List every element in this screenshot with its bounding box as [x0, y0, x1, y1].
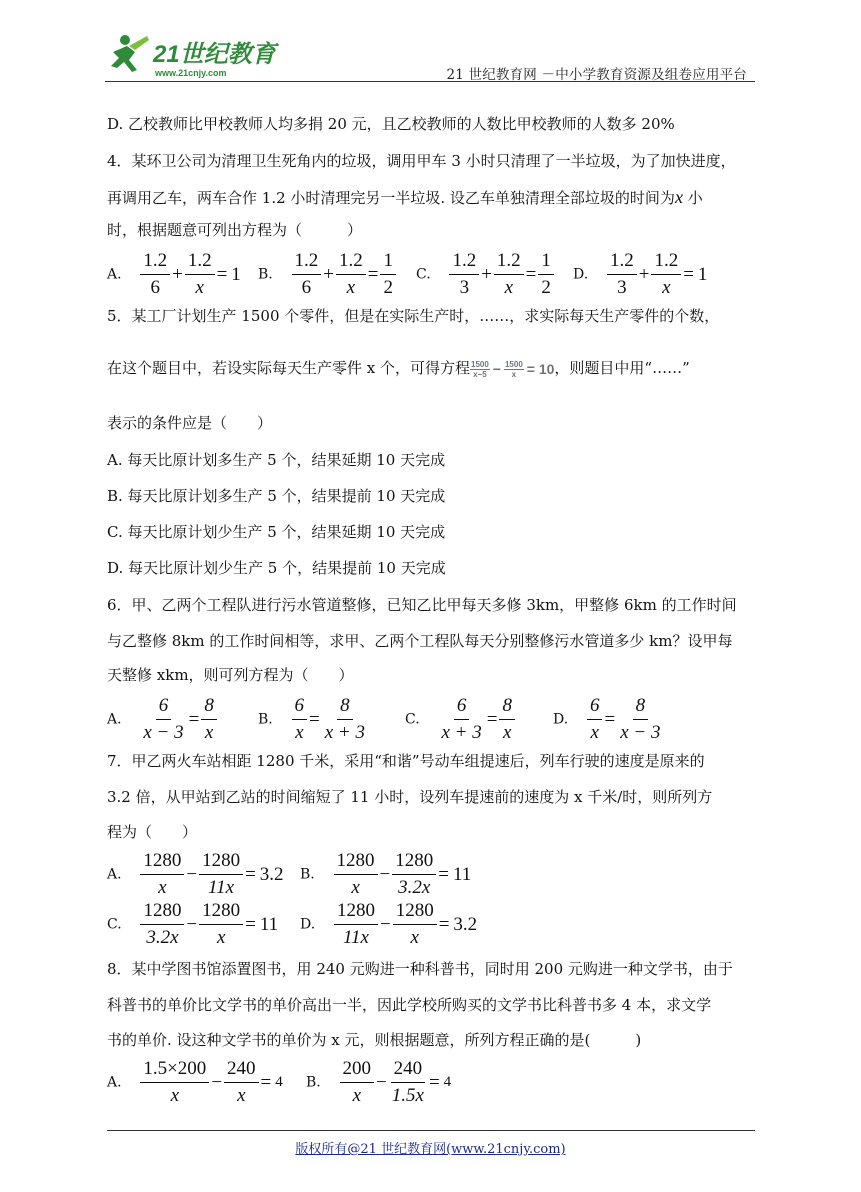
- logo-url: www.21cnjy.com: [155, 68, 227, 78]
- q6-option-b: B. $\frac{6}{x}$ = $\frac{8}{x + 3}$: [258, 695, 366, 743]
- q7-option-c: C. $\frac{1280}{3.2x}$ − $\frac{1280}{x}$ = 11: [107, 900, 279, 948]
- q8-line3: 书的单价. 设这种文学书的单价为 x 元，则根据题意，所列方程正确的是( ): [107, 1031, 642, 1049]
- q8-option-b: B. $\frac{200}{x}$ − $\frac{240}{1.5x}$ = 4: [306, 1058, 452, 1106]
- q6-option-a: A. $\frac{6}{x - 3}$ = $\frac{8}{x}$: [107, 695, 217, 744]
- q4-option-a: A. $\frac{1.2}{6}$ + $\frac{1.2}{x}$ = 1: [107, 250, 241, 298]
- q7-option-d: D. $\frac{1280}{11x}$ − $\frac{1280}{x}$ = 3.2: [300, 900, 478, 948]
- q7-line1: 7．甲乙两火车站相距 1280 千米，采用“和谐”号动车组提速后，列车行驶的速度是原来的: [107, 752, 705, 770]
- q4-line2: 再调用乙车，两车合作 1.2 小时清理完另一半垃圾. 设乙车单独清理全部垃圾的时间为x 小: [107, 187, 703, 207]
- q3-option-d: D. 乙校教师比甲校教师人均多捐 20 元，且乙校教师的人数比甲校教师的人数多 20%: [107, 115, 675, 133]
- q6-line2: 与乙整修 8km 的工作时间相等，求甲、乙两个工程队每天分别整修污水管道多少 km？设甲每: [107, 632, 733, 650]
- site-logo: [105, 30, 285, 82]
- logo-text: 21世纪教育: [153, 41, 276, 68]
- footer-copyright-link[interactable]: 版权所有@21 世纪教育网(www.21cnjy.com): [295, 1142, 566, 1157]
- q7-line3: 程为（ ）: [107, 823, 198, 841]
- q5-option-a: A. 每天比原计划多生产 5 个，结果延期 10 天完成: [107, 451, 446, 469]
- q4-line3: 时，根据题意可列出方程为（ ）: [107, 221, 363, 239]
- q8-line1: 8．某中学图书馆添置图书，用 240 元购进一种科普书，同时用 200 元购进一种文学书，由于: [107, 960, 733, 978]
- q4-option-d: D. $\frac{1.2}{3}$ + $\frac{1.2}{x}$ = 1: [573, 250, 708, 298]
- header-site-title: 21 世纪教育网 －中小学教育资源及组卷应用平台: [446, 67, 747, 83]
- q5-option-c: C. 每天比原计划少生产 5 个，结果延期 10 天完成: [107, 523, 446, 541]
- q6-option-d: D. $\frac{6}{x}$ = $\frac{8}{x - 3}$: [553, 695, 661, 743]
- q5-equation-image: $\frac{1500}{x-5}$ − $\frac{1500}{x}$ = 10: [471, 359, 555, 379]
- q6-option-c: C. $\frac{6}{x + 3}$ = $\frac{8}{x}$: [405, 695, 515, 744]
- q8-option-a: A. $\frac{1.5\times 200}{x}$ − $\frac{240}{x}$ = 4: [107, 1058, 283, 1106]
- q7-option-a: A. $\frac{1280}{x}$ − $\frac{1280}{11x}$ = 3.2: [107, 850, 284, 898]
- q6-line3: 天整修 xkm，则可列方程为（ ）: [107, 666, 354, 684]
- header-divider: [105, 81, 755, 82]
- q4-line1: 4．某环卫公司为清理卫生死角内的垃圾，调用甲车 3 小时只清理了一半垃圾，为了加快进度，: [107, 152, 736, 170]
- q5-line3: 表示的条件应是（ ）: [107, 414, 273, 432]
- q5-option-b: B. 每天比原计划多生产 5 个，结果提前 10 天完成: [107, 487, 446, 505]
- q5-option-d: D. 每天比原计划少生产 5 个，结果提前 10 天完成: [107, 559, 446, 577]
- q5-line2: 在这个题目中，若设实际每天生产零件 x 个，可得方程 $\frac{1500}{x-5}$ − $\frac{1500}{x}$ = 10 ，则题目中用“……”: [107, 359, 690, 379]
- q4-option-b: B. $\frac{1.2}{6}$ + $\frac{1.2}{x}$ = $\frac{1}{2}$: [258, 250, 396, 299]
- q6-line1: 6．甲、乙两个工程队进行污水管道整修，已知乙比甲每天多修 3km，甲整修 6km 的工作时间: [107, 596, 737, 614]
- q8-line2: 科普书的单价比文学书的单价高出一半，因此学校所购买的文学书比科普书多 4 本，求文学: [107, 996, 712, 1014]
- q7-line2: 3.2 倍，从甲站到乙站的时间缩短了 11 小时，设列车提速前的速度为 x 千米/时，则所列方: [107, 788, 713, 806]
- q7-option-b: B. $\frac{1280}{x}$ − $\frac{1280}{3.2x}$ = 11: [300, 850, 472, 898]
- footer-divider: [107, 1130, 755, 1131]
- q5-line1: 5．某工厂计划生产 1500 个零件，但是在实际生产时，……，求实际每天生产零件的个数，: [107, 307, 720, 325]
- q4-option-c: C. $\frac{1.2}{3}$ + $\frac{1.2}{x}$ = $\frac{1}{2}$: [416, 250, 554, 299]
- page-header: [105, 30, 755, 85]
